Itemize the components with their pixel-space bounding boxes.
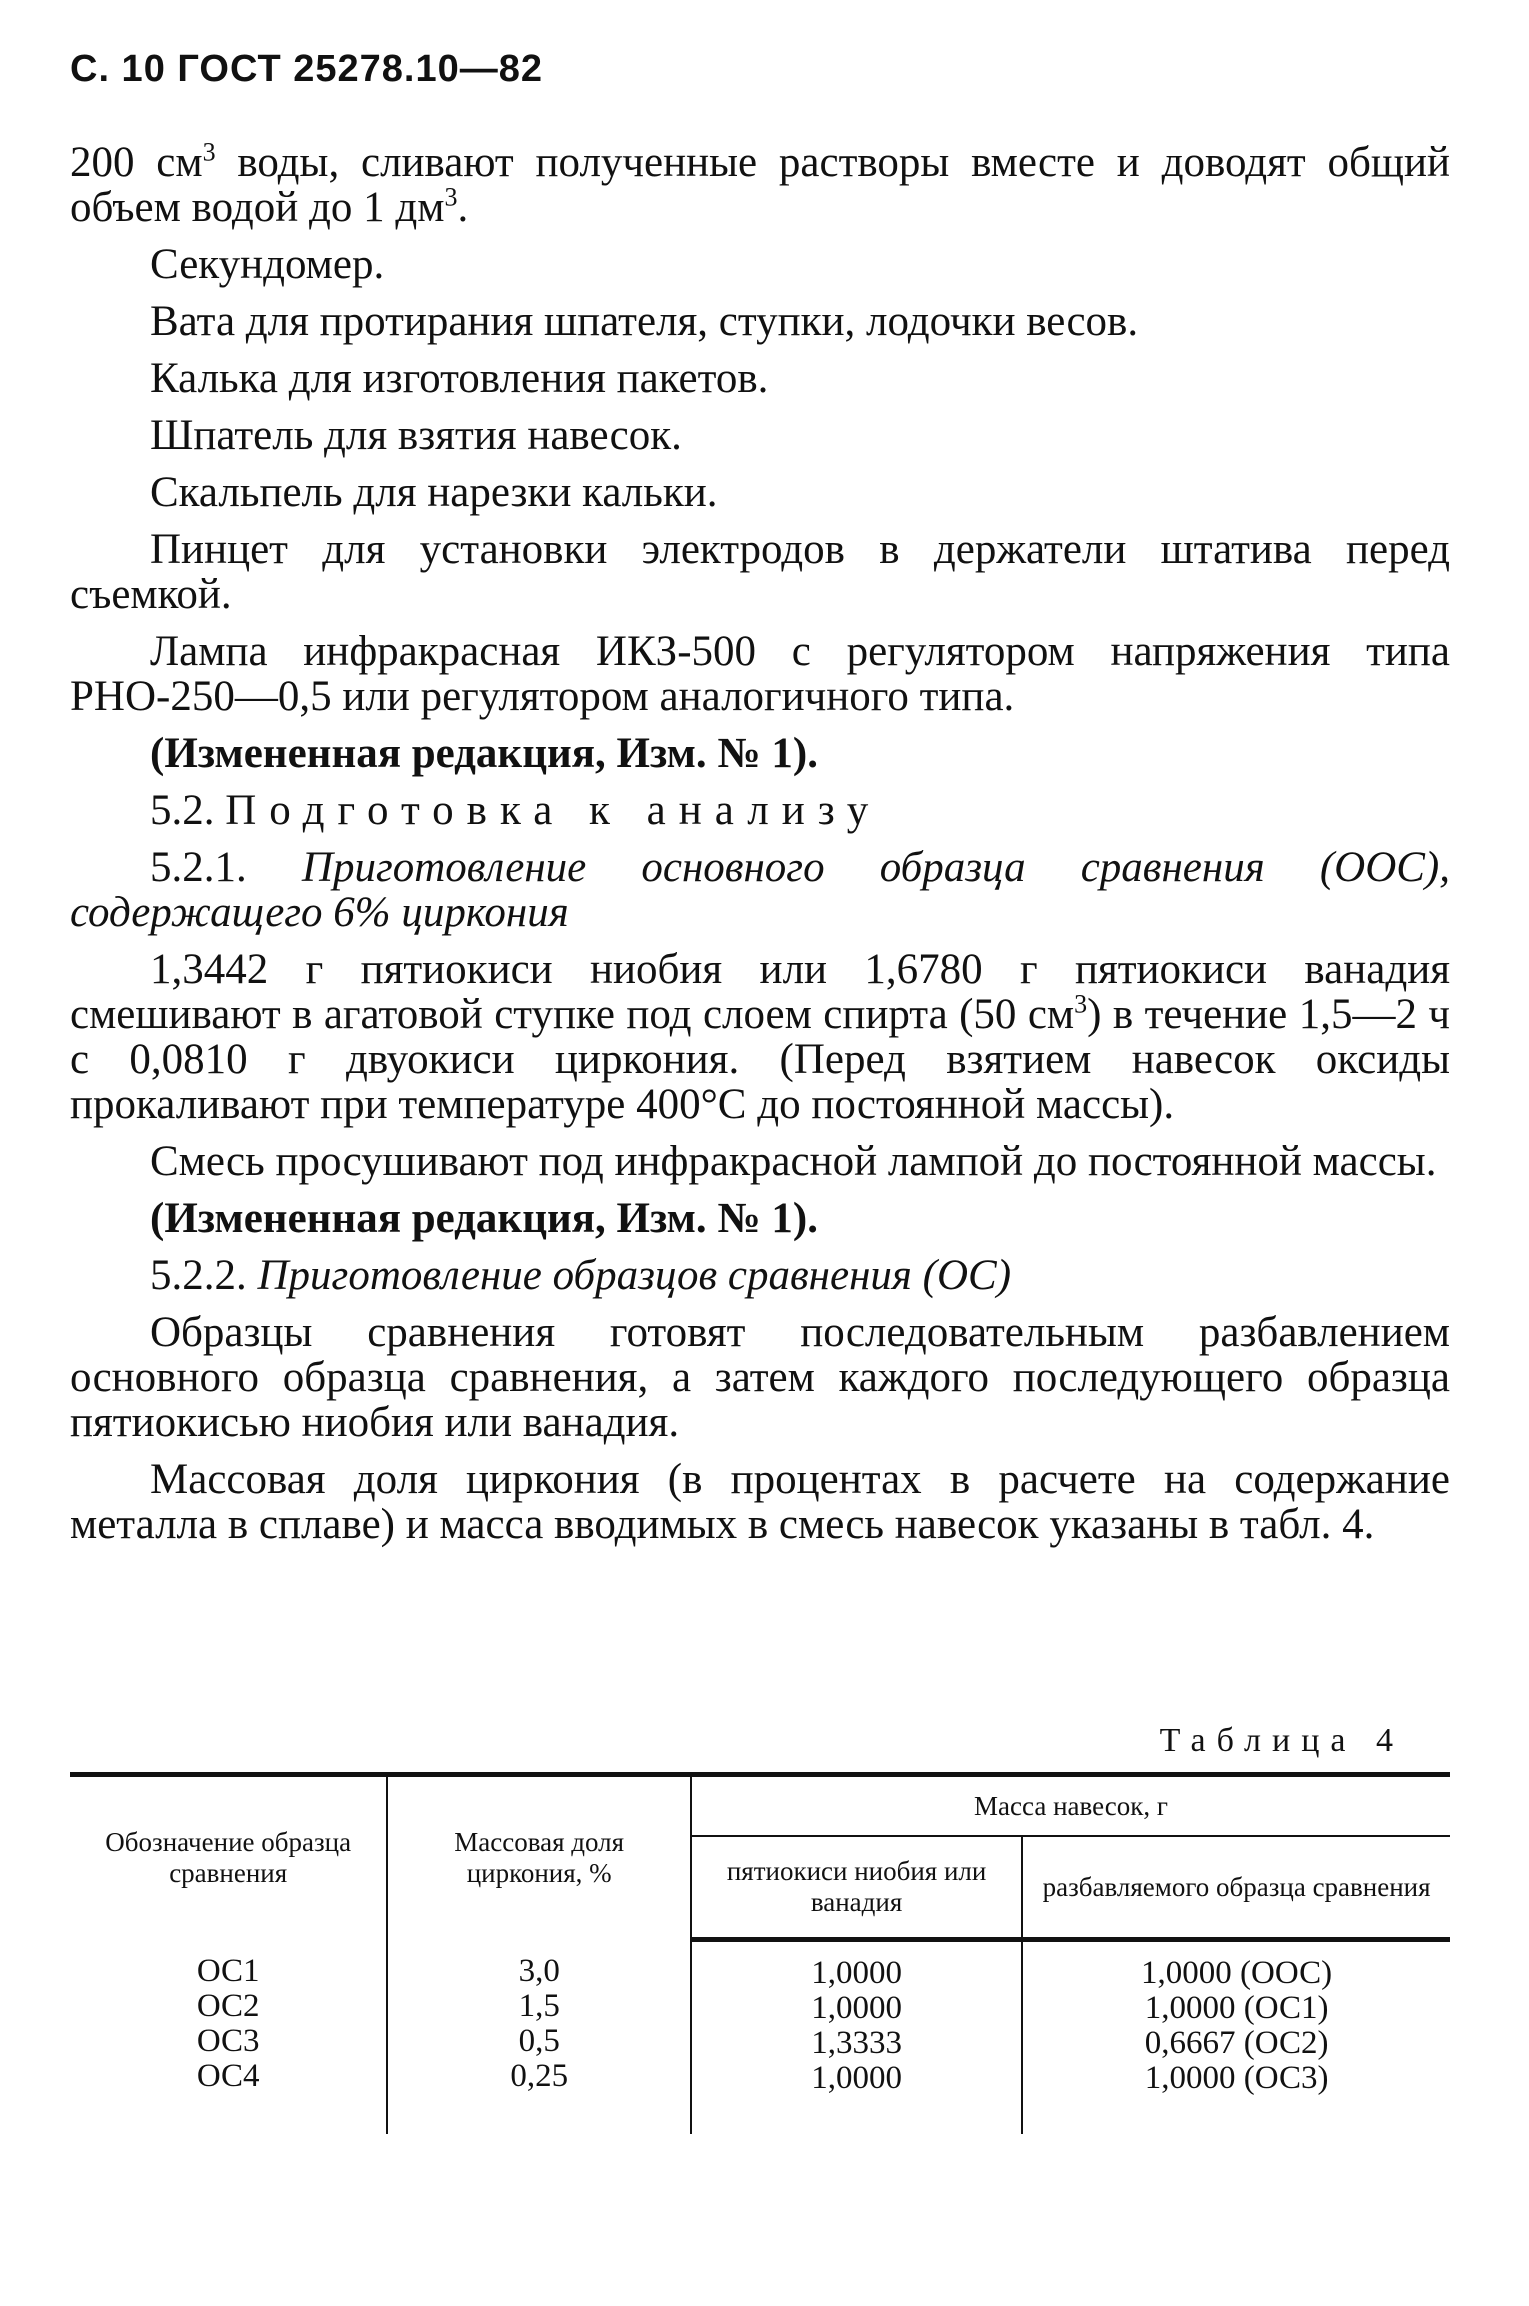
diluted-mass-cell: 1,0000 (ООС) 1,0000 (ОС1) 0,6667 (ОС2) 1,0000 (ОС3)	[1141, 1955, 1333, 2096]
list-item: Лампа инфракрасная ИКЗ-500 с регулятором напряжения типа РНО-250—0,5 или регулятором аналогичного типа.	[70, 628, 1450, 720]
section-heading	[70, 788, 1450, 833]
list-item: Секундомер.	[150, 241, 385, 288]
list-item: Калька для изготовления пакетов.	[150, 355, 769, 402]
list-item: Скальпель для нарезки кальки.	[150, 469, 718, 516]
data-table	[70, 1772, 1450, 2134]
subsection-heading: 5.2.1. Приготовление основного образца сравнения (ООС), содержащего 6% циркония	[70, 844, 1451, 936]
paragraph-table-ref: Массовая доля циркония (в процентах в расчете на содержание металла в сплаве) и масса вводимых в смесь навесок указаны в табл. 4.	[70, 1456, 1450, 1548]
column-header-mass: Масса навесок, г	[691, 1775, 1450, 1837]
table-caption: Таблица 4	[1159, 1722, 1404, 1759]
section-number: 5.2.	[150, 787, 215, 834]
oxide-mass-cell: 1,0000 1,0000 1,3333 1,0000	[691, 1940, 1022, 2135]
page-header: С. 10 ГОСТ 25278.10—82	[70, 48, 544, 90]
paragraph-water: 200 $см^3$ воды, сливают полученные растворы вместе и доводят общий объем водой до 1 $дм^3$.	[70, 137, 1451, 231]
column-header-diluted: разбавляемого образца сравнения	[1022, 1836, 1450, 1940]
amendment-note: (Измененная редакция, Изм. № 1).	[150, 1195, 818, 1242]
fraction-cell: 3,0 1,5 0,5 0,25	[387, 1940, 691, 2135]
table-row	[70, 1940, 1450, 2135]
paragraph-dilution: Образцы сравнения готовят последовательным разбавлением основного образца сравнения, а затем каждого последующего образца пятиокисью ниобия или ванадия.	[70, 1309, 1450, 1446]
column-header-oxide: пятиокиси ниобия или ванадия	[691, 1836, 1022, 1940]
column-header-designation: Обозначение образца сравнения	[70, 1775, 387, 1940]
paragraph-preparation: 1,3442 г пятиокиси ниобия или 1,6780 г пятиокиси ванадия смешивают в агатовой ступке под слоем спирта (50 $см^3$) в течение 1,5—2 ч с 0,0810 г двуокиси циркония. (Перед взятием навесок оксиды прокаливают при температуре 400°С до постоянной массы).	[70, 946, 1450, 1128]
section-title: Подготовка к анализу	[225, 787, 882, 834]
column-header-fraction: Массовая доля циркония, %	[387, 1775, 691, 1940]
list-item: Шпатель для взятия навесок.	[150, 412, 682, 459]
subsection-heading: 5.2.2. Приготовление образцов сравнения (ОС)	[150, 1252, 1012, 1299]
body-text	[70, 137, 1451, 1559]
paragraph-drying: Смесь просушивают под инфракрасной лампой до постоянной массы.	[150, 1138, 1437, 1185]
list-item: Пинцет для установки электродов в держатели штатива перед съемкой.	[70, 526, 1450, 618]
list-item: Вата для протирания шпателя, ступки, лодочки весов.	[150, 298, 1139, 345]
amendment-note: (Измененная редакция, Изм. № 1).	[150, 730, 818, 777]
designation-cell: ОС1 ОС2 ОС3 ОС4	[70, 1940, 387, 2135]
